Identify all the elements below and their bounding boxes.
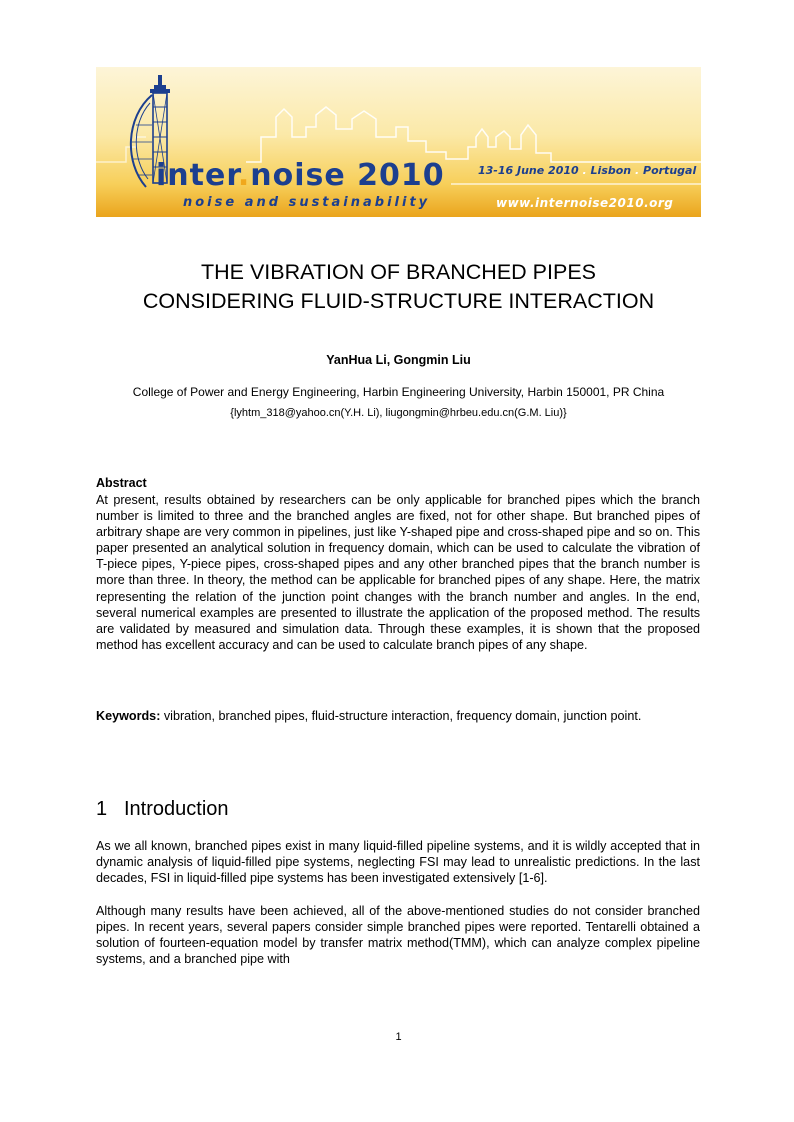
section-title: Introduction <box>124 798 229 820</box>
author-emails: {lyhtm_318@yahoo.cn(Y.H. Li), liugongmin@hrbeu.edu.cn(G.M. Liu)} <box>230 407 567 419</box>
paper-authors: YanHua Li, Gongmin Liu <box>326 353 471 367</box>
conference-banner <box>96 67 701 217</box>
section-heading <box>96 798 229 821</box>
conference-date: 13-16 June 2010 <box>478 164 579 177</box>
title-line-2: CONSIDERING FLUID-STRUCTURE INTERACTION <box>142 289 655 313</box>
paper-title <box>96 258 701 316</box>
logo-dot: . <box>237 158 251 193</box>
conference-logo <box>156 158 445 193</box>
logo-text-noise: noise 2010 <box>250 158 445 193</box>
logo-text-inter: inter <box>156 158 238 193</box>
section-number: 1 <box>96 798 108 820</box>
conference-dates <box>478 164 696 177</box>
abstract-heading: Abstract <box>96 476 147 490</box>
keywords-label: Keywords: <box>96 709 161 723</box>
intro-paragraph-2: Although many results have been achieved, all of the above-mentioned studies do not consider branched pipes. In recent years, several papers consider simple branched pipes were reported. Tentarelli obtained a solution of fourteen-equation model by transfer matrix method(TMM), which can analyze complex pipeline systems, and a branched pipe with <box>96 904 700 967</box>
conference-website: www.internoise2010.org <box>496 196 674 210</box>
conference-city: Lisbon <box>590 164 632 177</box>
title-line-1: THE VIBRATION OF BRANCHED PIPES <box>200 260 597 284</box>
author-affiliation: College of Power and Energy Engineering, Harbin Engineering University, Harbin 150001, PR China <box>132 385 665 399</box>
date-separator: . <box>582 164 587 177</box>
intro-paragraph-1: As we all known, branched pipes exist in many liquid-filled pipeline systems, and it is wildly accepted that in dynamic analysis of liquid-filled pipe systems, neglecting FSI may lead to unrealistic predictions. In the last decades, FSI in liquid-filled pipe systems has been investigated extensively [1-6]. <box>96 839 700 886</box>
keywords <box>96 708 700 724</box>
abstract-body: At present, results obtained by researchers can be only applicable for branched pipes which the branch number is limited to three and the branched angles are fixed, not for other shape. But branched pipes of arbitrary shape are very common in pipelines, just like Y-shaped pipe and cross-shaped pipe and so on. This paper presented an analytical solution in frequency domain, which can be used to calculate the vibration of T-piece pipes, Y-piece pipes, cross-shaped pipes and any other branched pipes that the branch number is more than three. In theory, the method can be applicable for branched pipes of any shape. Here, the matrix representing the relation of the junction point changes with the branch number and angles. In the end, several numerical examples are presented to illustrate the application of the proposed method. The results are validated by measured and simulation data. Through these examples, it is shown that the proposed method has excellent accuracy and can be used to calculate branch pipes of any shape. <box>96 493 700 652</box>
keywords-list: vibration, branched pipes, fluid-structure interaction, frequency domain, junction point. <box>160 709 642 723</box>
conference-tagline: noise and sustainability <box>183 195 431 210</box>
page-number: 1 <box>395 1031 402 1043</box>
date-separator: . <box>634 164 640 177</box>
conference-country: Portugal <box>643 164 697 177</box>
